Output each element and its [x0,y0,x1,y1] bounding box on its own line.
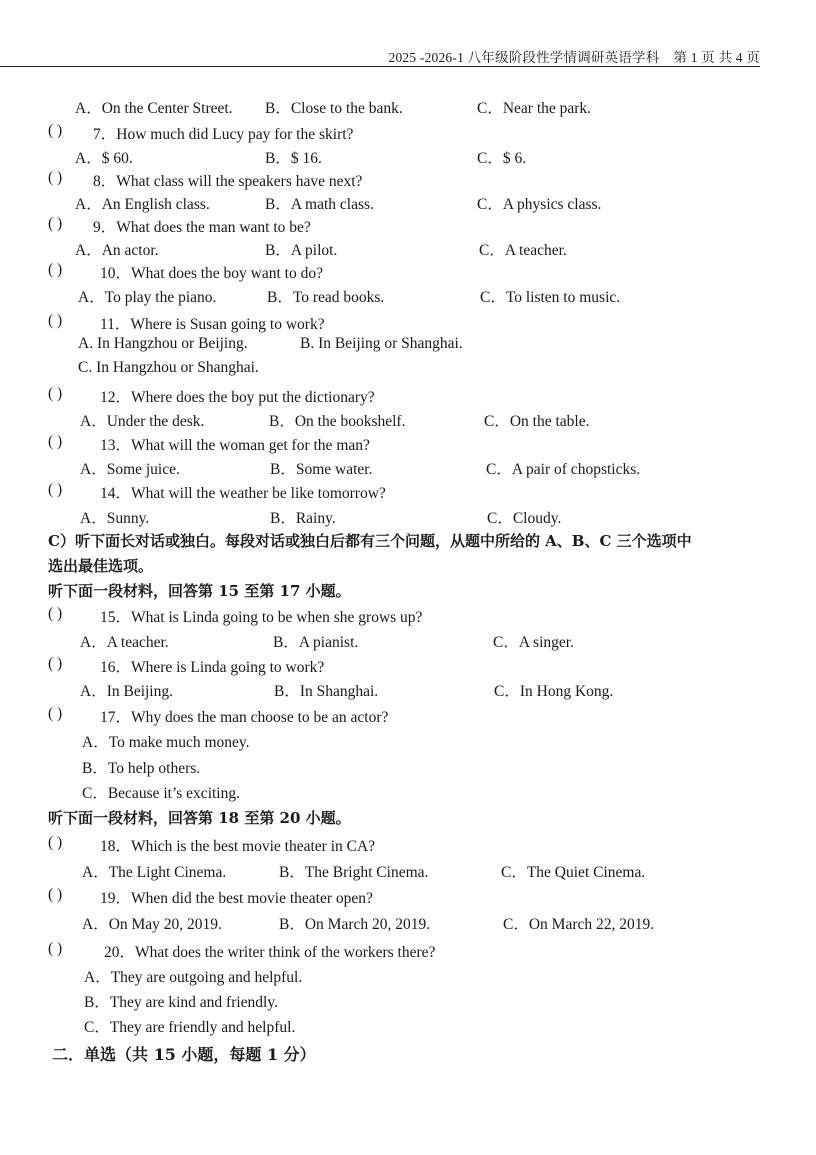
option-a: A．On the Center Street. [75,100,233,117]
answer-blank: ( ) [48,705,63,722]
option-b: B．To help others. [82,760,201,777]
option-b: B．The Bright Cinema. [279,864,429,881]
option-b: B．A pianist. [273,634,359,651]
answer-blank: ( ) [48,385,63,402]
option-b: B．They are kind and friendly. [84,994,278,1011]
option-c: C．A teacher. [479,242,567,259]
answer-blank: ( ) [48,655,63,672]
question-stem: 17．Why does the man choose to be an actor? [100,709,389,726]
answer-blank: ( ) [48,481,63,498]
answer-blank: ( ) [48,940,63,957]
page-header [0,46,760,66]
question-stem: 13．What will the woman get for the man? [100,437,370,454]
question-stem: 20．What does the writer think of the workers there? [104,944,436,961]
section-c-instruction-cont: 选出最佳选项。 [48,557,154,575]
option-c: C．$ 6. [477,150,527,167]
material-heading: 听下面一段材料，回答第 15 至第 17 小题。 [48,582,351,600]
answer-blank: ( ) [48,433,63,450]
question-stem: 9．What does the man want to be? [93,219,311,236]
option-b: B．$ 16. [265,150,322,167]
option-b: B．On March 20, 2019. [279,916,431,933]
option-b: B．Some water. [270,461,373,478]
option-c: C. In Hangzhou or Shanghai. [78,359,259,376]
option-a: A．In Beijing. [80,683,173,700]
option-a: A．$ 60. [75,150,133,167]
option-a: A．A teacher. [80,634,169,651]
option-b: B．A math class. [265,196,374,213]
option-a: A．Some juice. [80,461,180,478]
answer-blank: ( ) [48,169,63,186]
option-c: C．A pair of chopsticks. [486,461,641,478]
question-stem: 15．What is Linda going to be when she grows up? [100,609,423,626]
option-c: C．Near the park. [477,100,592,117]
option-c: C．On March 22, 2019. [503,916,655,933]
header-page-number: 第 1 页 共 4 页 [673,50,760,65]
option-c: C．Cloudy. [487,510,562,527]
question-stem: 8．What class will the speakers have next? [93,173,363,190]
option-a: A. In Hangzhou or Beijing. [78,335,248,352]
question-stem: 16．Where is Linda going to work? [100,659,325,676]
option-c: C．To listen to music. [480,289,621,306]
answer-blank: ( ) [48,886,63,903]
option-b: B．On the bookshelf. [269,413,406,430]
part-two-heading: 二．单选（共 15 小题，每题 1 分） [52,1045,316,1064]
answer-blank: ( ) [48,312,63,329]
answer-blank: ( ) [48,834,63,851]
option-b: B．Rainy. [270,510,336,527]
option-c: C．A physics class. [477,196,602,213]
option-c: C．In Hong Kong. [494,683,614,700]
option-c: C．On the table. [484,413,590,430]
question-stem: 11．Where is Susan going to work? [100,316,325,333]
question-stem: 18．Which is the best movie theater in CA? [100,838,376,855]
material-heading: 听下面一段材料，回答第 18 至第 20 小题。 [48,809,351,827]
answer-blank: ( ) [48,122,63,139]
option-a: A．An actor. [75,242,159,259]
section-c-instruction: C）听下面长对话或独白。每段对话或独白后都有三个问题，从题中所给的 A、B、C 三个选项中 [48,532,692,550]
question-stem: 12．Where does the boy put the dictionary? [100,389,375,406]
option-b: B．To read books. [267,289,385,306]
option-a: A．Sunny. [80,510,150,527]
question-stem: 10．What does the boy want to do? [100,265,323,282]
option-b: B．Close to the bank. [265,100,403,117]
option-b: B. In Beijing or Shanghai. [300,335,463,352]
option-c: C．Because it’s exciting. [82,785,240,802]
option-a: A．To play the piano. [78,289,217,306]
question-stem: 14．What will the weather be like tomorrow? [100,485,386,502]
option-b: B．In Shanghai. [274,683,379,700]
question-stem: 19．When did the best movie theater open? [100,890,373,907]
answer-blank: ( ) [48,215,63,232]
option-a: A．The Light Cinema. [82,864,227,881]
header-rule [0,66,760,67]
option-a: A．An English class. [75,196,210,213]
answer-blank: ( ) [48,261,63,278]
option-c: C．They are friendly and helpful. [84,1019,296,1036]
option-a: A．On May 20, 2019. [82,916,222,933]
answer-blank: ( ) [48,605,63,622]
option-a: A．They are outgoing and helpful. [84,969,303,986]
option-c: C．The Quiet Cinema. [501,864,646,881]
option-c: C．A singer. [493,634,574,651]
option-a: A．Under the desk. [80,413,205,430]
question-stem: 7．How much did Lucy pay for the skirt? [93,126,354,143]
header-title: 2025 -2026-1 八年级阶段性学情调研英语学科 [388,50,660,65]
option-b: B．A pilot. [265,242,338,259]
option-a: A．To make much money. [82,734,250,751]
